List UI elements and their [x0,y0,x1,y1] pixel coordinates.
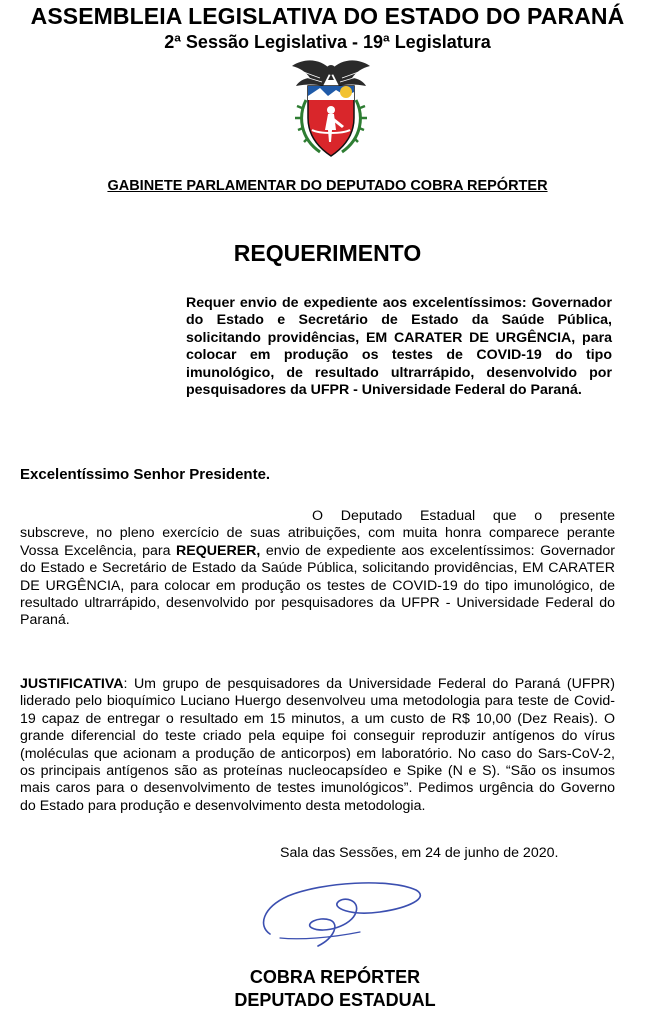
salutation: Excelentíssimo Senhor Presidente. [20,466,271,483]
signer-name: COBRA REPÓRTER [249,967,421,987]
session-subtitle: 2ª Sessão Legislativa - 19ª Legislatura [164,32,491,52]
justification-paragraph [20,676,615,815]
signer-role: DEPUTADO ESTADUAL [234,990,436,1010]
request-keyword: REQUERER, [176,542,261,559]
office-heading: GABINETE PARLAMENTAR DO DEPUTADO COBRA REPÓRTER [107,178,548,194]
parana-coat-of-arms-icon [290,56,372,160]
justification-label: JUSTIFICATIVA [20,676,124,692]
request-text-part2: envio de expediente aos excelentíssimos: Governador do Estado e Secretário de Estado da Saúde Pública, solicitando providências, EM CARATER DE URGÊNCIA, para colocar em produção os testes de COVID-19 do tipo imunológico, de resultado ultrarrápido, desenvolvido por pesquisadores da UFPR - Universidade Federal do Paraná. [20,542,615,629]
document-title: REQUERIMENTO [233,240,422,266]
closing-date-line: Sala das Sessões, em 24 de junho de 2020. [280,845,559,861]
request-text-part1: O Deputado Estadual que o presente subscreve, no pleno exercício de suas atribuições, com muita honra comparece perante Vossa Excelência, para [20,508,615,559]
request-paragraph [20,508,615,630]
summary-ementa: Requer envio de expediente aos excelentíssimos: Governador do Estado e Secretário de Estado da Saúde Pública, solicitando providências, EM CARATER DE URGÊNCIA, para colocar em produção os testes de COVID-19 do tipo imunológico, de resultado ultrarrápido, desenvolvido por pesquisadores da UFPR - Universidade Federal do Paraná. [186,295,612,399]
justification-text: : Um grupo de pesquisadores da Universidade Federal do Paraná (UFPR) liderado pelo bioquímico Luciano Huergo desenvolveu uma metodologia para teste de Covid-19 capaz de entregar o resultado em 15 minutos, a um custo de R$ 10,00 (Dez Reais). O grande diferencial do teste criado pela equipe foi conseguir reproduzir antígenos do vírus (moléculas que acionam a produção de anticorpos) em laboratório. No caso do Sars-CoV-2, os principais antígenos são as proteínas nucleocapsídeo e Spike (N e S). “São os insumos mais caros para o desenvolvimento de testes imunológicos”. Pedimos urgência do Governo do Estado para produção e desenvolvimento desta metodologia. [20,676,615,814]
handwritten-signature [240,868,430,958]
assembly-title: ASSEMBLEIA LEGISLATIVA DO ESTADO DO PARANÁ [30,3,625,29]
